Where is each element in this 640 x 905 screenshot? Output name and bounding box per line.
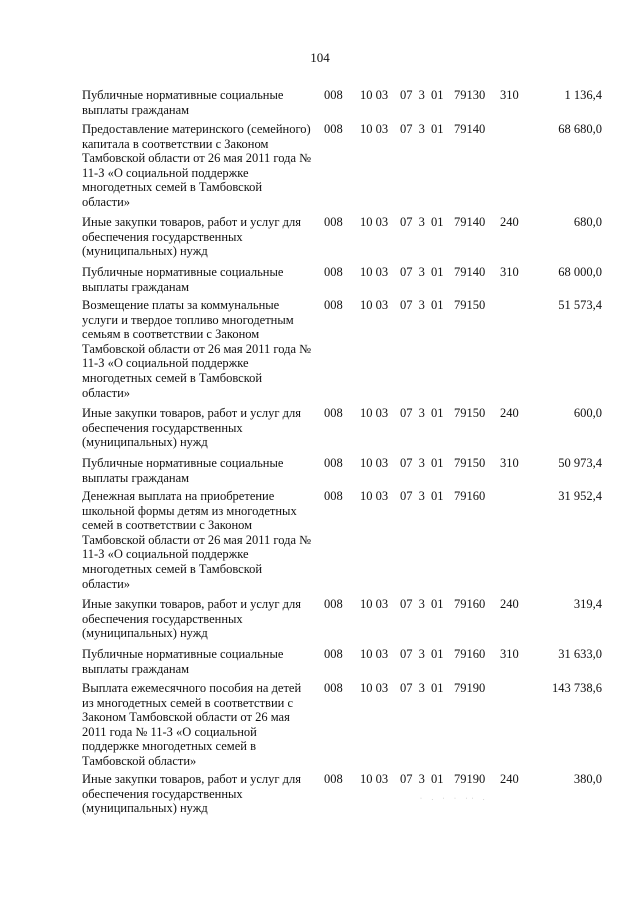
target-article-code: 07 3 01 (400, 122, 444, 136)
department-code: 008 (324, 772, 343, 786)
target-article-number: 79150 (454, 298, 486, 312)
section-code: 10 03 (360, 456, 389, 470)
row-description: Денежная выплата на приобретение школьной формы детям из многодетных семей в соответствии с Законом Тамбовской области от 26 мая 2011 года № 11-З «О социальной поддержке многодетных семей в Тамбовской области» (82, 489, 312, 591)
row-description: Иные закупки товаров, работ и услуг для обеспечения государственных (муниципальных) нужд (82, 772, 302, 816)
department-code: 008 (324, 681, 343, 695)
section-code: 10 03 (360, 298, 389, 312)
target-article-code: 07 3 01 (400, 215, 444, 229)
target-article-number: 79190 (454, 681, 486, 695)
section-code: 10 03 (360, 406, 389, 420)
target-article-code: 07 3 01 (400, 298, 444, 312)
target-article-code: 07 3 01 (400, 597, 444, 611)
target-article-number: 79140 (454, 122, 486, 136)
target-article-number: 79190 (454, 772, 486, 786)
amount: 319,4 (573, 597, 602, 611)
amount: 50 973,4 (558, 456, 602, 470)
section-code: 10 03 (360, 489, 389, 503)
target-article-code: 07 3 01 (400, 88, 444, 102)
department-code: 008 (324, 298, 343, 312)
amount: 31 633,0 (558, 647, 602, 661)
target-article-code: 07 3 01 (400, 456, 444, 470)
amount: 143 738,6 (552, 681, 602, 695)
amount: 51 573,4 (558, 298, 602, 312)
department-code: 008 (324, 215, 343, 229)
target-article-number: 79140 (454, 215, 486, 229)
amount: 380,0 (573, 772, 602, 786)
expense-type-code: 310 (500, 647, 519, 661)
department-code: 008 (324, 122, 343, 136)
target-article-number: 79140 (454, 265, 486, 279)
expense-type-code: 240 (500, 772, 519, 786)
expense-type-code: 240 (500, 406, 519, 420)
target-article-code: 07 3 01 (400, 681, 444, 695)
amount: 680,0 (573, 215, 602, 229)
expense-type-code: 310 (500, 88, 519, 102)
row-description: Возмещение платы за коммунальные услуги и твердое топливо многодетным семьям в соответствии с Законом Тамбовской области от 26 мая 2011 года № 11-З «О социальной поддержке многодетных семей в Тамбовской области» (82, 298, 312, 400)
expense-type-code: 310 (500, 265, 519, 279)
department-code: 008 (324, 406, 343, 420)
target-article-number: 79160 (454, 489, 486, 503)
row-description: Публичные нормативные социальные выплаты гражданам (82, 647, 284, 676)
row-description: Публичные нормативные социальные выплаты гражданам (82, 265, 284, 294)
expense-type-code: 240 (500, 215, 519, 229)
section-code: 10 03 (360, 122, 389, 136)
amount: 31 952,4 (558, 489, 602, 503)
page-number: 104 (310, 50, 330, 65)
target-article-number: 79150 (454, 456, 486, 470)
scan-noise: · . · · ·· . (420, 796, 489, 802)
section-code: 10 03 (360, 265, 389, 279)
target-article-number: 79150 (454, 406, 486, 420)
department-code: 008 (324, 489, 343, 503)
target-article-code: 07 3 01 (400, 647, 444, 661)
section-code: 10 03 (360, 681, 389, 695)
department-code: 008 (324, 88, 343, 102)
amount: 68 680,0 (558, 122, 602, 136)
department-code: 008 (324, 647, 343, 661)
expense-type-code: 310 (500, 456, 519, 470)
section-code: 10 03 (360, 88, 389, 102)
amount: 600,0 (573, 406, 602, 420)
row-description: Предоставление материнского (семейного) капитала в соответствии с Законом Тамбовской области от 26 мая 2011 года № 11-З «О социальной поддержке многодетных семей в Тамбовской области» (82, 122, 312, 209)
amount: 1 136,4 (564, 88, 602, 102)
section-code: 10 03 (360, 215, 389, 229)
row-description: Иные закупки товаров, работ и услуг для обеспечения государственных (муниципальных) нужд (82, 597, 302, 641)
row-description: Иные закупки товаров, работ и услуг для обеспечения государственных (муниципальных) нужд (82, 406, 302, 450)
amount: 68 000,0 (558, 265, 602, 279)
target-article-code: 07 3 01 (400, 406, 444, 420)
department-code: 008 (324, 597, 343, 611)
row-description: Публичные нормативные социальные выплаты гражданам (82, 88, 284, 117)
department-code: 008 (324, 265, 343, 279)
expense-type-code: 240 (500, 597, 519, 611)
target-article-number: 79160 (454, 647, 486, 661)
section-code: 10 03 (360, 647, 389, 661)
target-article-code: 07 3 01 (400, 265, 444, 279)
target-article-code: 07 3 01 (400, 489, 444, 503)
target-article-number: 79160 (454, 597, 486, 611)
section-code: 10 03 (360, 597, 389, 611)
department-code: 008 (324, 456, 343, 470)
target-article-code: 07 3 01 (400, 772, 444, 786)
row-description: Выплата ежемесячного пособия на детей из многодетных семей в соответствии с Законом Тамбовской области от 26 мая 2011 года № 11-З «О социальной поддержке многодетных семей в Тамбовской области» (82, 681, 302, 768)
row-description: Публичные нормативные социальные выплаты гражданам (82, 456, 284, 485)
target-article-number: 79130 (454, 88, 486, 102)
row-description: Иные закупки товаров, работ и услуг для обеспечения государственных (муниципальных) нужд (82, 215, 302, 259)
section-code: 10 03 (360, 772, 389, 786)
